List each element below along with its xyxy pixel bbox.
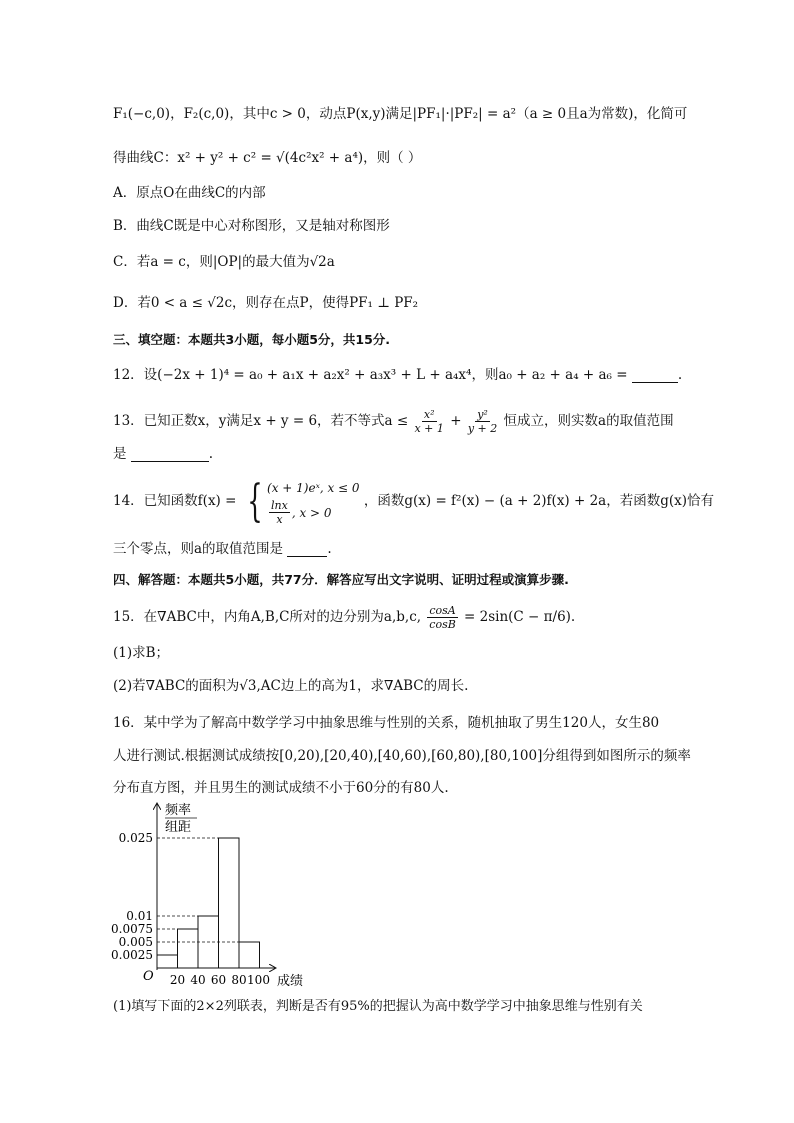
q15-part-1: (1)求B； xyxy=(113,645,170,661)
q14-answer-blank[interactable] xyxy=(287,542,327,557)
x-tick-label: 60 xyxy=(210,973,227,987)
x-tick-label: 40 xyxy=(190,973,206,987)
option-d: D．若0 < a ≤ √2c，则存在点P，使得PF₁ ⊥ PF₂ xyxy=(113,295,419,311)
y-axis-label-bottom: 组距 xyxy=(165,820,192,835)
q13-line2 xyxy=(113,444,213,464)
x-tick-label: 80 xyxy=(231,973,247,987)
histogram-bar-[80,100] xyxy=(239,942,260,968)
q14-period: . xyxy=(327,541,332,557)
q13-f1-numerator: x² xyxy=(423,408,435,421)
q15-fraction xyxy=(427,604,457,631)
option-a: A．原点O在曲线C的内部 xyxy=(113,185,266,201)
q12-answer-blank[interactable] xyxy=(632,368,678,383)
q14-text-3: 三个零点，则a的取值范围是 xyxy=(113,541,284,557)
q13-f2-denominator: y + 2 xyxy=(467,422,498,435)
q13-f2-numerator: y² xyxy=(477,408,488,421)
q13-text: 13．已知正数x，y满足x + y = 6，若不等式a ≤ xyxy=(113,413,409,429)
y-tick-label: 0.0025 xyxy=(111,948,153,962)
q14-p2-condition: , x > 0 xyxy=(291,505,332,520)
q13-line1 xyxy=(113,408,674,435)
q15-part-2: (2)若∇ABC的面积为√3,AC边上的高为1，求∇ABC的周长. xyxy=(113,678,469,694)
histogram-bar-[20,40) xyxy=(178,929,199,968)
q11-line1: F₁(−c,0)，F₂(c,0)，其中c > 0，动点P(x,y)满足|PF₁|·|PF₂| = a²（a ≥ 0且a为常数)，化简可 xyxy=(113,106,688,122)
q12-text: 12．设(−2x + 1)⁴ = a₀ + a₁x + a₂x² + a₃x³ + L + a₄x⁴，则a₀ + a₂ + a₄ + a₆ = xyxy=(113,367,628,383)
x-axis-label: 成绩 xyxy=(277,974,304,989)
q13-text-3: 是 xyxy=(113,446,127,462)
q15-text: 15．在∇ABC中，内角A,B,C所对的边分别为a,b,c, xyxy=(113,609,422,625)
q15-text-2: = 2sin(C − π/6). xyxy=(464,609,576,625)
q16-line3: 分布直方图，并且男生的测试成绩不小于60分的有80人. xyxy=(113,780,449,796)
q11-line2: 得曲线C：x² + y² + c² = √(4c²x² + a⁴)，则（ ） xyxy=(113,150,422,166)
q16-line1: 16．某中学为了解高中数学学习中抽象思维与性别的关系，随机抽取了男生120人，女生80 xyxy=(113,715,660,731)
frequency-histogram xyxy=(105,798,325,993)
q12 xyxy=(113,365,682,385)
x-tick-label: 100 xyxy=(247,973,270,987)
q12-period: . xyxy=(677,367,683,383)
q14-line2 xyxy=(113,539,332,559)
q14-piece-2 xyxy=(267,499,360,526)
option-b: B．曲线C既是中心对称图形，又是轴对称图形 xyxy=(113,218,390,234)
section-4-heading: 四、解答题：本题共5小题，共77分．解答应写出文字说明、证明过程或演算步骤. xyxy=(113,572,569,587)
q14-text-2: ，函数g(x) = f²(x) − (a + 2)f(x) + 2a，若函数g(x)恰有 xyxy=(363,493,715,509)
q15-denominator: cosB xyxy=(429,618,456,631)
histogram-bar-[0,20) xyxy=(157,955,178,968)
q14-line1 xyxy=(113,476,714,526)
q15-line1 xyxy=(113,604,575,631)
q15-numerator: cosA xyxy=(429,604,456,617)
piecewise-cases xyxy=(267,477,360,526)
y-tick-label: 0.0075 xyxy=(111,922,153,936)
q13-f1-denominator: x + 1 xyxy=(414,422,444,435)
q13-plus: + xyxy=(450,413,462,429)
q14-piece-2-fraction xyxy=(269,499,290,526)
q14-p2-denominator: x xyxy=(276,513,283,526)
histogram-bar-[60,80) xyxy=(219,838,240,968)
q14-text: 14．已知函数f(x) = xyxy=(113,493,237,509)
q14-piece-1: (x + 1)eˣ, x ≤ 0 xyxy=(267,481,360,495)
q16-line2: 人进行测试.根据测试成绩按[0,20),[20,40),[40,60),[60,80),[80,100]分组得到如图所示的频率 xyxy=(113,748,691,764)
q13-fraction-2 xyxy=(468,408,497,435)
y-tick-label: 0.005 xyxy=(118,935,153,949)
q16-part-1: (1)填写下面的2×2列联表，判断是否有95%的把握认为高中数学学习中抽象思维与性别有关 xyxy=(113,999,643,1014)
q13-period: . xyxy=(208,446,214,462)
q14-p2-numerator: lnx xyxy=(271,499,288,512)
origin-label: O xyxy=(143,969,154,984)
y-tick-label: 0.01 xyxy=(126,909,153,923)
section-3-heading: 三、填空题：本题共3小题，每小题5分，共15分. xyxy=(113,332,391,347)
q13-text-2: 恒成立，则实数a的取值范围 xyxy=(503,413,674,429)
y-axis-label-top: 频率 xyxy=(165,803,192,818)
piecewise-brace: { xyxy=(247,475,263,527)
x-tick-label: 20 xyxy=(169,973,186,987)
q13-answer-blank[interactable] xyxy=(131,447,209,462)
q13-fraction-1 xyxy=(414,408,443,435)
y-tick-label: 0.025 xyxy=(118,831,153,845)
option-c: C．若a = c，则|OP|的最大值为√2a xyxy=(113,254,335,270)
